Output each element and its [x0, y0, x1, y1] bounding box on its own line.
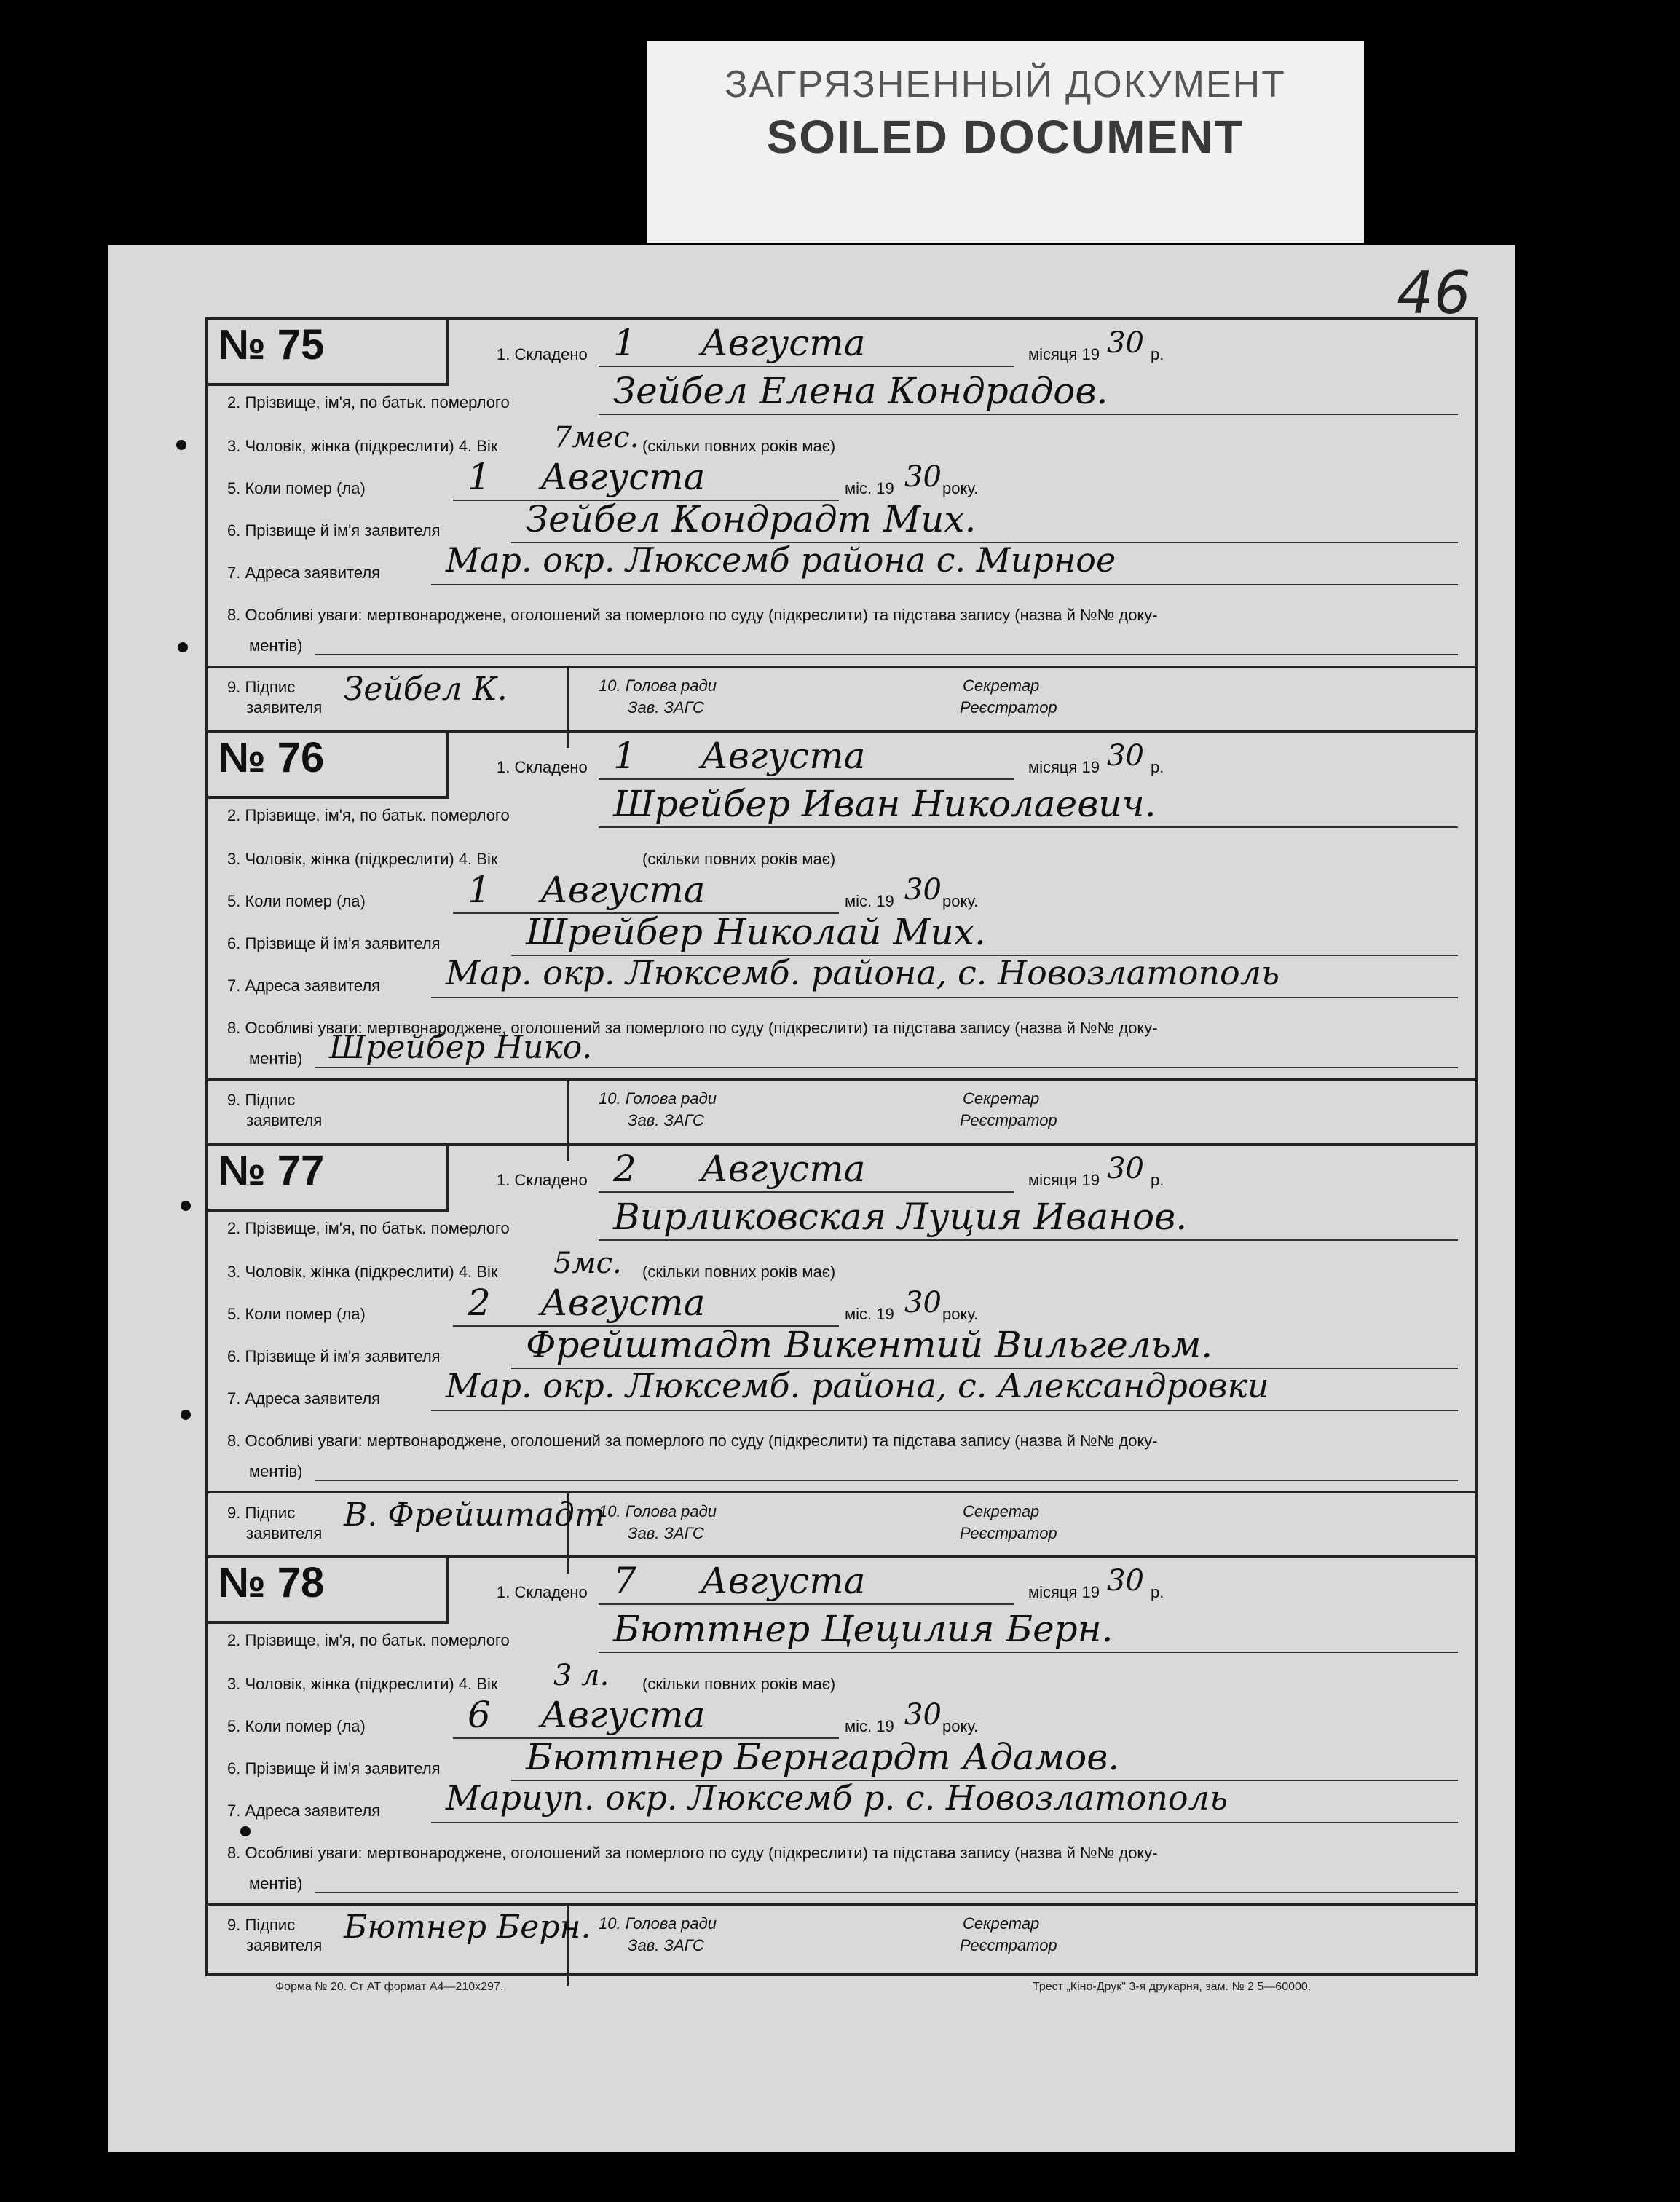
composed-month: Августа	[701, 1148, 866, 1190]
applicant-address: Мар. окр. Люксемб. района, с. Александровки	[446, 1366, 1269, 1405]
record-number-label: № 78	[218, 1559, 325, 1606]
label-deceased-name: 2. Прізвище, ім'я, по батьк. померлого	[227, 806, 510, 824]
label-died-month: міс. 19	[845, 1305, 894, 1323]
death-record	[205, 1143, 1475, 1556]
label-died: 5. Коли помер (ла)	[227, 1305, 366, 1323]
composed-year: 30	[1107, 739, 1144, 773]
label-composed: 1. Складено	[497, 345, 588, 363]
label-address: 7. Адреса заявителя	[227, 1802, 381, 1820]
label-notes: 8. Особливі уваги: мертвонароджене, оголошений за померлого по суду (підкреслити) та підстава запису (назва й №№ доку-	[227, 606, 1158, 624]
underline	[431, 1822, 1458, 1823]
underline	[599, 1603, 1014, 1605]
death-day: 6	[468, 1694, 491, 1736]
composed-day: 1	[613, 322, 636, 364]
composed-year: 30	[1107, 1564, 1144, 1598]
death-record	[205, 730, 1475, 1143]
label-sex-age: 3. Чоловік, жінка (підкреслити) 4. Вік	[227, 850, 498, 868]
label-secretary: Секретар	[963, 676, 1040, 695]
label-notes-cont: ментів)	[249, 1049, 303, 1068]
punch-hole	[176, 440, 186, 450]
applicant-name: Зейбел Кондрадт Мих.	[526, 498, 977, 540]
underline	[315, 1067, 1458, 1068]
label-composed: 1. Складено	[497, 1171, 588, 1189]
deceased-name: Шрейбер Иван Николаевич.	[613, 783, 1156, 825]
label-died-month: міс. 19	[845, 892, 894, 910]
applicant-address: Мар. окр. Люксемб. района, с. Новозлатополь	[446, 953, 1280, 993]
punch-hole	[240, 1826, 251, 1836]
label-notes: 8. Особливі уваги: мертвонароджене, оголошений за померлого по суду (підкреслити) та підстава запису (назва й №№ доку-	[227, 1019, 1158, 1037]
underline	[599, 778, 1014, 780]
deceased-age: 7мес.	[553, 421, 639, 454]
record-number: 76	[277, 734, 325, 781]
label-deceased-name: 2. Прізвище, ім'я, по батьк. померлого	[227, 1631, 510, 1649]
page-number: 46	[1397, 259, 1471, 327]
label-month: місяця 19	[1028, 345, 1100, 363]
label-died: 5. Коли помер (ла)	[227, 892, 366, 910]
deceased-age: 3 л.	[553, 1659, 610, 1692]
applicant-address: Мар. окр. Люксемб района с. Мирное	[446, 540, 1116, 580]
applicant-name: Фрейштадт Викентий Вильгельм.	[526, 1324, 1213, 1366]
applicant-signature: В. Фрейштадт	[344, 1496, 605, 1534]
record-notes: Шрейбер Нико.	[329, 1029, 593, 1066]
label-applicant: 6. Прізвище й ім'я заявителя	[227, 521, 441, 540]
label-year-suffix: р.	[1151, 758, 1164, 776]
composed-month: Августа	[701, 735, 866, 777]
label-died: 5. Коли помер (ла)	[227, 1717, 366, 1735]
label-died-month: міс. 19	[845, 479, 894, 497]
record-number-label: № 75	[218, 321, 325, 368]
label-applicant: 6. Прізвище й ім'я заявителя	[227, 934, 441, 952]
composed-day: 7	[613, 1560, 636, 1602]
composed-year: 30	[1107, 326, 1144, 360]
label-notes-cont: ментів)	[249, 1874, 303, 1893]
deceased-name: Зейбел Елена Кондрадов.	[613, 370, 1108, 412]
label-zags-head: Зав. ЗАГС	[628, 698, 704, 717]
composed-day: 1	[613, 735, 636, 777]
death-year: 30	[904, 873, 942, 907]
label-month: місяця 19	[1028, 1583, 1100, 1601]
label-age-note: (скільки повних років має)	[642, 1675, 836, 1693]
applicant-name: Шрейбер Николай Мих.	[526, 911, 986, 953]
label-secretary: Секретар	[963, 1914, 1040, 1933]
label-zags-head: Зав. ЗАГС	[628, 1936, 704, 1954]
footer-printer-info: Трест „Кіно-Друк" 3-я друкарня, зам. № 2 5—60000.	[1033, 1981, 1312, 1993]
deceased-name: Вирликовская Луция Иванов.	[613, 1196, 1188, 1238]
label-head-of-council: 10. Голова ради	[599, 676, 717, 695]
label-sign: 9. Підпис	[227, 678, 296, 696]
label-registrar: Реєстратор	[960, 698, 1057, 717]
death-month: Августа	[540, 456, 706, 498]
label-zags-head: Зав. ЗАГС	[628, 1111, 704, 1129]
label-sign-applicant: заявителя	[246, 1936, 323, 1954]
label-head-of-council: 10. Голова ради	[599, 1089, 717, 1108]
label-notes-cont: ментів)	[249, 636, 303, 655]
underline	[315, 1480, 1458, 1481]
label-head-of-council: 10. Голова ради	[599, 1914, 717, 1933]
label-sign-applicant: заявителя	[246, 1111, 323, 1129]
applicant-signature: Зейбел К.	[344, 671, 508, 708]
label-zags-head: Зав. ЗАГС	[628, 1524, 704, 1542]
label-sign: 9. Підпис	[227, 1504, 296, 1522]
death-month: Августа	[540, 1282, 706, 1324]
composed-month: Августа	[701, 1560, 866, 1602]
register-page	[108, 245, 1515, 2152]
record-number: 77	[277, 1147, 325, 1194]
underline	[599, 414, 1458, 415]
label-notes: 8. Особливі уваги: мертвонароджене, оголошений за померлого по суду (підкреслити) та підстава запису (назва й №№ доку-	[227, 1432, 1158, 1450]
death-year: 30	[904, 1698, 942, 1732]
label-died-year: року.	[942, 479, 979, 497]
label-sex-age: 3. Чоловік, жінка (підкреслити) 4. Вік	[227, 437, 498, 455]
death-month: Августа	[540, 869, 706, 911]
death-record	[205, 1555, 1475, 1968]
label-sex-age: 3. Чоловік, жінка (підкреслити) 4. Вік	[227, 1263, 498, 1281]
underline	[315, 1892, 1458, 1893]
label-age-note: (скільки повних років має)	[642, 850, 836, 868]
punch-hole	[181, 1201, 191, 1211]
label-applicant: 6. Прізвище й ім'я заявителя	[227, 1347, 441, 1365]
label-year-suffix: р.	[1151, 1171, 1164, 1189]
label-secretary: Секретар	[963, 1502, 1040, 1520]
label-year-suffix: р.	[1151, 345, 1164, 363]
death-day: 2	[468, 1282, 491, 1324]
soiled-document-stamp	[647, 41, 1364, 243]
underline	[431, 997, 1458, 998]
label-notes-cont: ментів)	[249, 1462, 303, 1480]
label-deceased-name: 2. Прізвище, ім'я, по батьк. померлого	[227, 1219, 510, 1237]
signature-row	[205, 1903, 1475, 1986]
label-sign-applicant: заявителя	[246, 698, 323, 717]
record-number-box	[205, 1143, 449, 1212]
footer-form-info: Форма № 20. Ст АТ формат А4—210x297.	[275, 1981, 504, 1993]
record-number: 75	[277, 321, 325, 368]
applicant-address: Мариуп. окр. Люксемб р. с. Новозлатополь	[446, 1778, 1228, 1818]
applicant-signature: Бютнер Берн.	[344, 1909, 591, 1946]
deceased-age: 5мс.	[553, 1247, 622, 1280]
record-number-label: № 77	[218, 1147, 325, 1194]
label-head-of-council: 10. Голова ради	[599, 1502, 717, 1520]
label-age-note: (скільки повних років має)	[642, 1263, 836, 1281]
deceased-name: Бюттнер Цецилия Берн.	[613, 1608, 1113, 1650]
stamp-line-russian: ЗАГРЯЗНЕННЫЙ ДОКУМЕНТ	[725, 63, 1286, 106]
label-died-year: року.	[942, 1717, 979, 1735]
label-died-year: року.	[942, 1305, 979, 1323]
record-number-box	[205, 1555, 449, 1624]
label-registrar: Реєстратор	[960, 1936, 1057, 1954]
composed-month: Августа	[701, 322, 866, 364]
label-died: 5. Коли помер (ла)	[227, 479, 366, 497]
underline	[599, 1652, 1458, 1653]
death-month: Августа	[540, 1694, 706, 1736]
label-registrar: Реєстратор	[960, 1524, 1057, 1542]
underline	[431, 1410, 1458, 1411]
label-address: 7. Адреса заявителя	[227, 976, 381, 995]
underline	[599, 1191, 1014, 1193]
label-applicant: 6. Прізвище й ім'я заявителя	[227, 1759, 441, 1777]
applicant-name: Бюттнер Бернгардт Адамов.	[526, 1736, 1120, 1778]
underline	[431, 584, 1458, 585]
label-notes: 8. Особливі уваги: мертвонароджене, оголошений за померлого по суду (підкреслити) та підстава запису (назва й №№ доку-	[227, 1844, 1158, 1862]
label-deceased-name: 2. Прізвище, ім'я, по батьк. померлого	[227, 393, 510, 411]
record-number-box	[205, 317, 449, 386]
stamp-line-english: SOILED DOCUMENT	[766, 111, 1245, 163]
label-month: місяця 19	[1028, 758, 1100, 776]
death-record	[205, 317, 1475, 730]
label-month: місяця 19	[1028, 1171, 1100, 1189]
death-year: 30	[904, 1286, 942, 1319]
death-year: 30	[904, 460, 942, 494]
label-died-month: міс. 19	[845, 1717, 894, 1735]
composed-year: 30	[1107, 1152, 1144, 1185]
label-sign: 9. Підпис	[227, 1091, 296, 1109]
label-sex-age: 3. Чоловік, жінка (підкреслити) 4. Вік	[227, 1675, 498, 1693]
underline	[599, 826, 1458, 828]
punch-hole	[181, 1410, 191, 1420]
record-number-label: № 76	[218, 734, 325, 781]
label-age-note: (скільки повних років має)	[642, 437, 836, 455]
label-sign-applicant: заявителя	[246, 1524, 323, 1542]
death-day: 1	[468, 869, 491, 911]
underline	[599, 1239, 1458, 1241]
label-address: 7. Адреса заявителя	[227, 1389, 381, 1408]
underline	[315, 654, 1458, 655]
label-sign: 9. Підпис	[227, 1916, 296, 1934]
composed-day: 2	[613, 1148, 636, 1190]
label-composed: 1. Складено	[497, 758, 588, 776]
label-secretary: Секретар	[963, 1089, 1040, 1108]
punch-hole	[178, 642, 188, 652]
label-composed: 1. Складено	[497, 1583, 588, 1601]
underline	[599, 366, 1014, 367]
label-died-year: року.	[942, 892, 979, 910]
record-number-box	[205, 730, 449, 799]
death-day: 1	[468, 456, 491, 498]
label-registrar: Реєстратор	[960, 1111, 1057, 1129]
record-number: 78	[277, 1559, 325, 1606]
label-year-suffix: р.	[1151, 1583, 1164, 1601]
label-address: 7. Адреса заявителя	[227, 564, 381, 582]
